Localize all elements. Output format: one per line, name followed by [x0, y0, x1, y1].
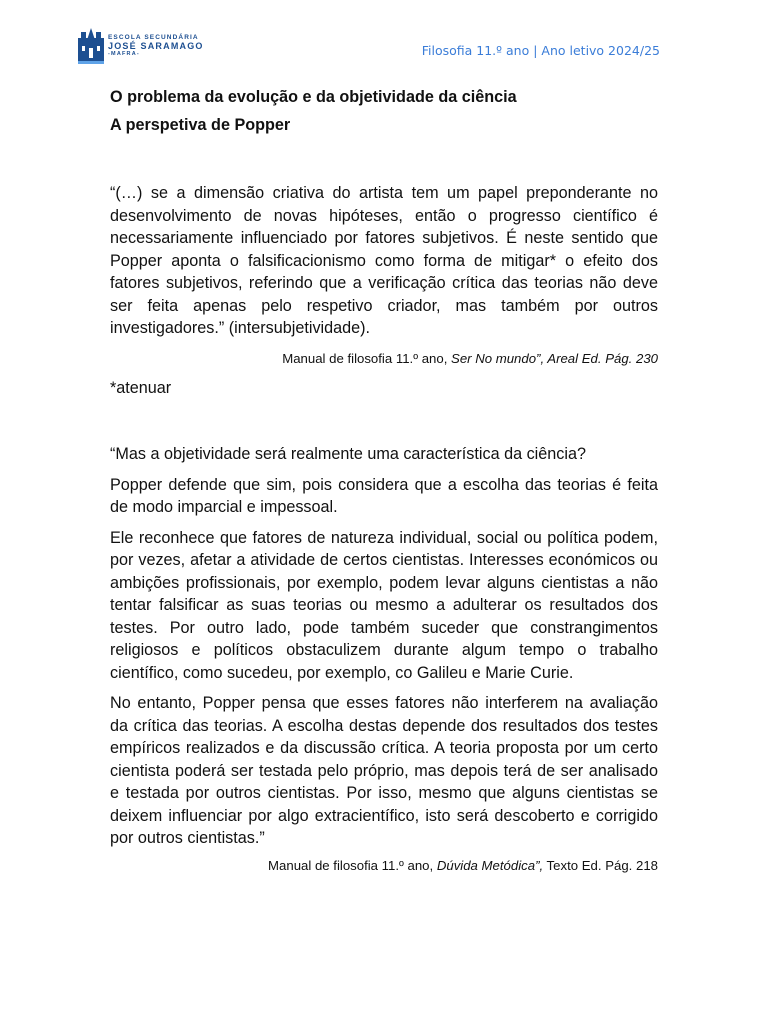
source-prefix: Manual de filosofia 11.º ano, [268, 857, 437, 873]
source-title: Dúvida Metódica”, [436, 857, 544, 873]
body-paragraph: “Mas a objetividade será realmente uma característica da ciência? [110, 445, 586, 463]
school-name-line1: ESCOLA SECUNDÁRIA [108, 33, 199, 41]
body-paragraph: Popper defende que sim, pois considera que a escolha das teorias é feita de modo imparcial e impessoal. [110, 475, 658, 516]
quote-paragraph: “(…) se a dimensão criativa do artista tem um papel preponderante no desenvolvimento de novas hipóteses, então o progresso científico é necessariamente influenciado por fatores subjetivos. É neste sentido que Popper aponta o falsificacionismo como forma de mitigar* o efeito dos fatores subjetivos, referindo que a verificação crítica das teorias não deve ser feita apenas pelo respetivo criador, mas também por outros investigadores.” (intersubjetividade). [110, 184, 658, 337]
page-title: O problema da evolução e da objetividade da ciência [110, 88, 517, 106]
school-name-line3: -MAFRA- [108, 51, 140, 57]
quote-source [110, 350, 658, 368]
school-emblem-icon [78, 28, 104, 64]
source-suffix: Texto Ed. Pág. 218 [543, 857, 658, 873]
quote-source [110, 857, 658, 875]
document-body [110, 86, 658, 875]
school-logo [78, 28, 204, 64]
school-name-line2: JOSÉ SARAMAGO [108, 41, 204, 51]
footnote: *atenuar [110, 378, 172, 397]
course-label: Filosofia 11.º ano | Ano letivo 2024/25 [421, 43, 660, 58]
page-subtitle: A perspetiva de Popper [110, 116, 291, 134]
page-header [78, 26, 660, 68]
source-prefix: Manual de filosofia 11.º ano, [282, 350, 452, 366]
source-title: Ser No mundo”, Areal Ed. Pág. 230 [451, 350, 658, 366]
body-paragraph: Ele reconhece que fatores de natureza individual, social ou política podem, por vezes, afetar a atividade de certos cientistas. Interesses económicos ou ambições profissionais, por exemplo, podem levar alguns cientistas a não tentar falsificar as suas teorias ou mesmo a adulterar os resultados dos testes. Por outro lado, pode também suceder que constrangimentos religiosos e políticos obstaculizem durante algum tempo o trabalho científico, como sucedeu, por exemplo, co Galileu e Marie Curie. [110, 528, 658, 682]
body-paragraph: No entanto, Popper pensa que esses fatores não interferem na avaliação da crítica das teorias. A escolha destas depende dos resultados dos testes empíricos realizados e da discussão crítica. A teoria proposta por um certo cientista poderá ser testada pelo próprio, mas depois terá de ser analisado e testada por outros cientistas. Por isso, mesmo que alguns cientistas se deixem influenciar por algo extracientífico, isto será descoberto e corrigido por outros cientistas.” [110, 694, 658, 847]
